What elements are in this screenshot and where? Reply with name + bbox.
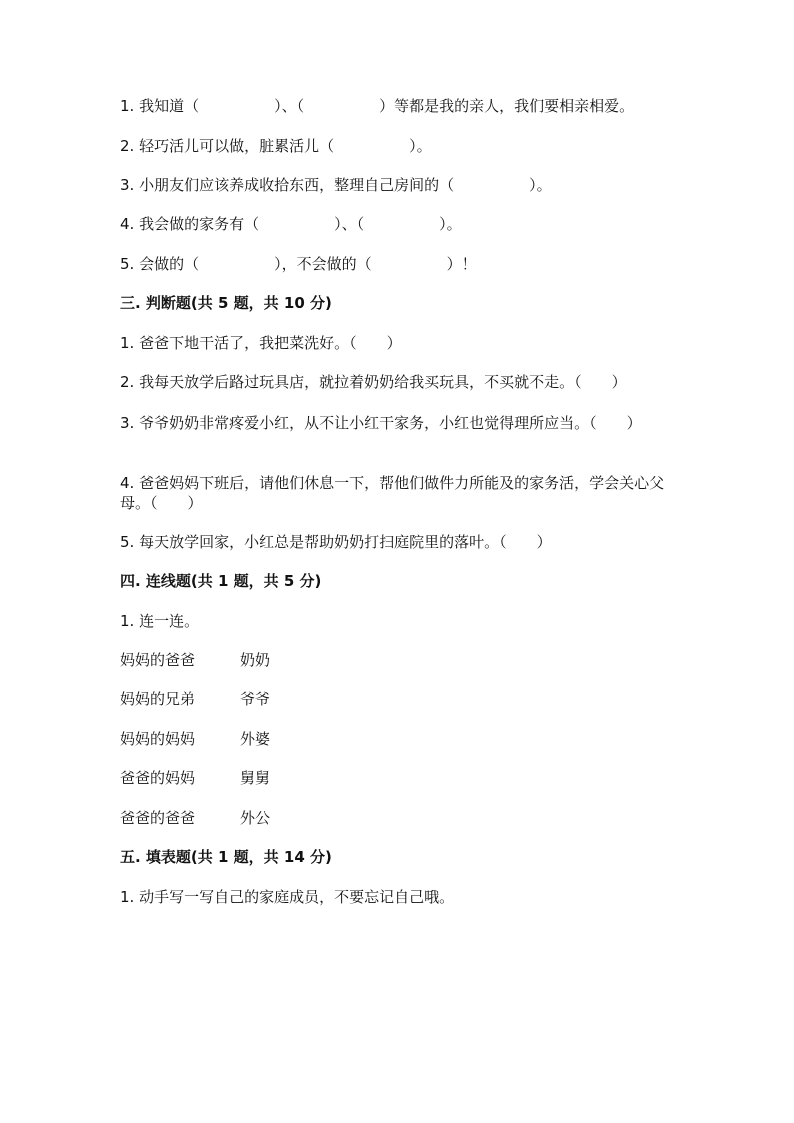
- fill-blank-item-4: 4. 我会做的家务有（ ）、（ ）。: [120, 215, 462, 233]
- judge-item-2: 2. 我每天放学后路过玩具店，就拉着奶奶给我买玩具，不买就不走。（ ）: [120, 373, 627, 391]
- match-right-item[interactable]: 奶奶: [240, 651, 271, 669]
- match-pair: [120, 808, 270, 828]
- judge-item-1: 1. 爸爸下地干活了，我把菜洗好。（ ）: [120, 334, 402, 352]
- match-left-item[interactable]: 爸爸的妈妈: [120, 769, 196, 787]
- judge-item-5: 5. 每天放学回家，小红总是帮助奶奶打扫庭院里的落叶。（ ）: [120, 533, 552, 551]
- match-right-item[interactable]: 外公: [240, 809, 271, 827]
- match-pair: [120, 689, 270, 709]
- table-heading: 五. 填表题(共 1 题，共 14 分): [120, 848, 332, 866]
- judge-item-3: 3. 爷爷奶奶非常疼爱小红，从不让小红干家务，小红也觉得理所应当。（ ）: [120, 414, 642, 432]
- match-left-item[interactable]: 妈妈的兄弟: [120, 690, 196, 708]
- match-left-item[interactable]: 爸爸的爸爸: [120, 809, 196, 827]
- match-pair: [120, 768, 270, 788]
- match-left-item[interactable]: 妈妈的妈妈: [120, 730, 196, 748]
- match-left-item[interactable]: 妈妈的爸爸: [120, 651, 196, 669]
- fill-blank-item-2: 2. 轻巧活儿可以做，脏累活儿（ ）。: [120, 137, 432, 155]
- fill-blank-item-5: 5. 会做的（ ），不会做的（ ）！: [120, 255, 477, 273]
- match-pair: [120, 650, 270, 670]
- match-pair: [120, 729, 270, 749]
- match-instruction: 1. 连一连。: [120, 612, 200, 630]
- table-instruction: 1. 动手写一写自己的家庭成员，不要忘记自己哦。: [120, 888, 455, 906]
- match-right-item[interactable]: 爷爷: [240, 690, 271, 708]
- fill-blank-item-1: 1. 我知道（ ）、（ ）等都是我的亲人，我们要相亲相爱。: [120, 97, 635, 115]
- judge-heading: 三. 判断题(共 5 题，共 10 分): [120, 294, 332, 312]
- match-right-item[interactable]: 外婆: [240, 730, 271, 748]
- judge-item-4: 4. 爸爸妈妈下班后，请他们休息一下，帮他们做件力所能及的家务活，学会关心父母。（ ）: [120, 474, 665, 512]
- match-heading: 四. 连线题(共 1 题，共 5 分): [120, 572, 322, 590]
- match-right-item[interactable]: 舅舅: [240, 769, 271, 787]
- fill-blank-item-3: 3. 小朋友们应该养成收拾东西，整理自己房间的（ ）。: [120, 176, 552, 194]
